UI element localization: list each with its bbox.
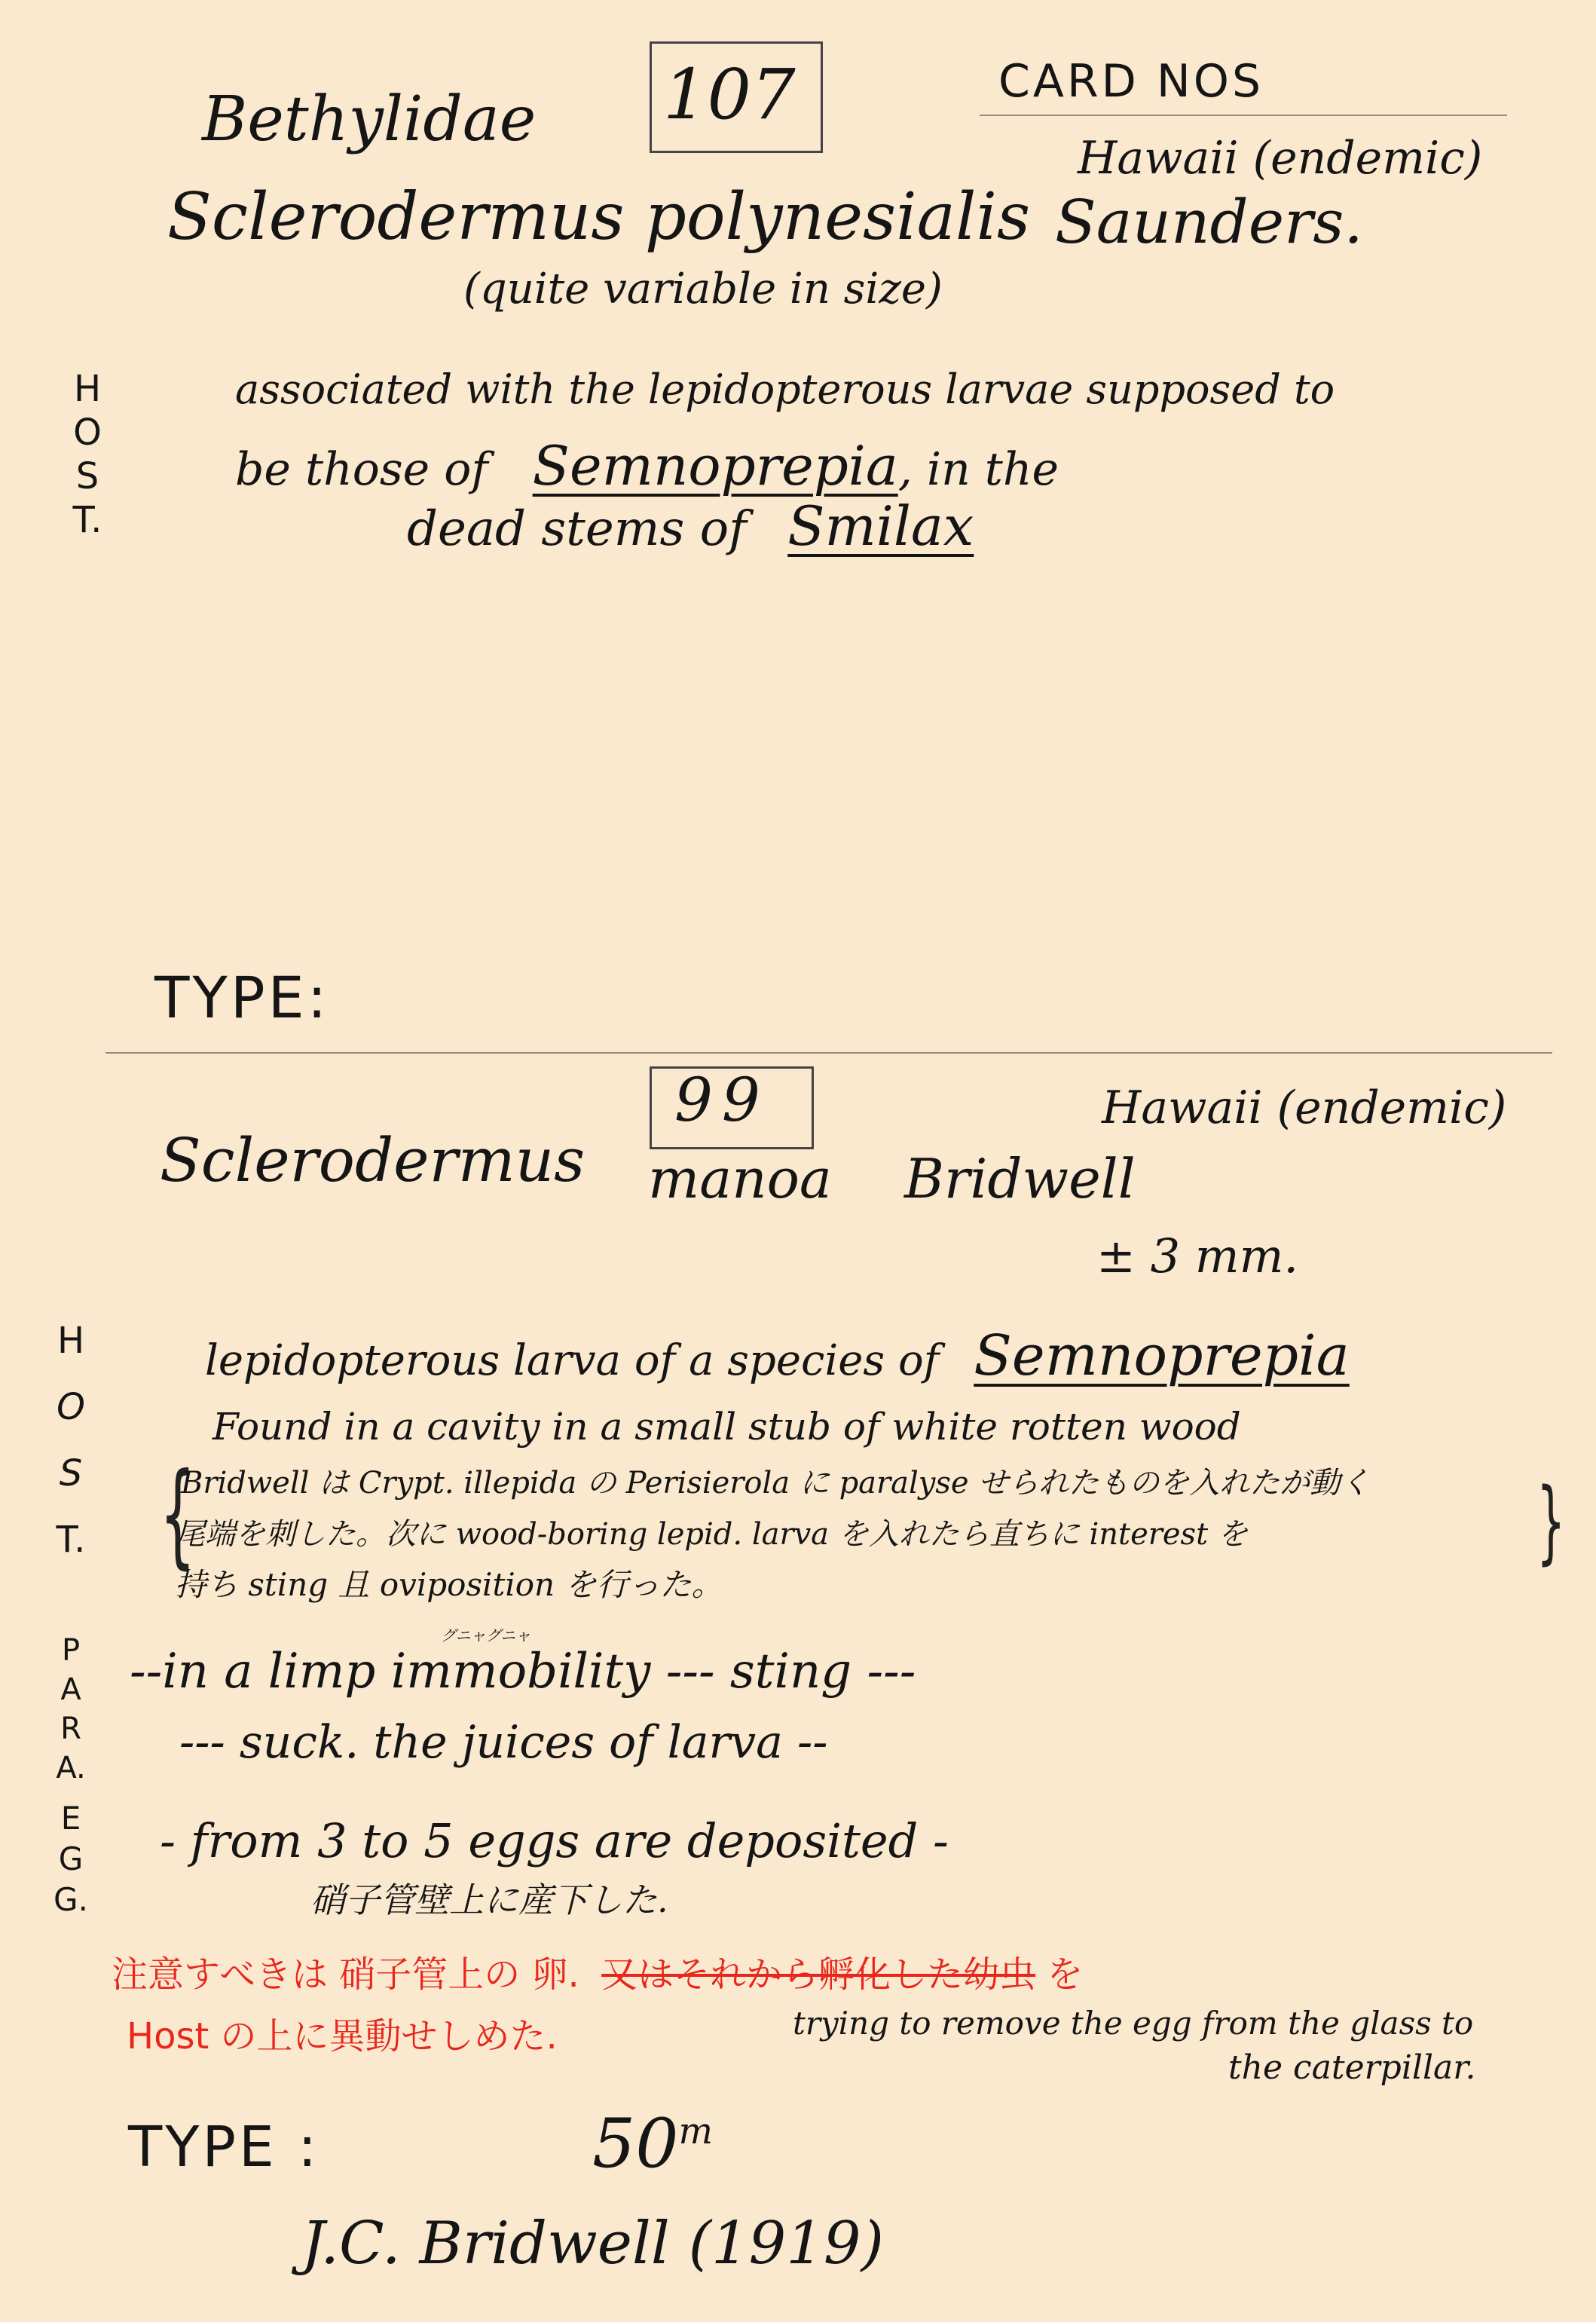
english-note-line-2: the caterpillar.: [1228, 2048, 1476, 2087]
collector: J.C. Bridwell (1919): [301, 2210, 884, 2278]
furigana: グニャグニャ: [441, 1626, 531, 1644]
side-letter: O: [73, 411, 102, 454]
genus-name: Sclerodermus: [160, 1125, 586, 1195]
species-name: Sclerodermus polynesialis: [167, 179, 1031, 255]
egg-side-label: [50, 1800, 92, 1925]
red-note-text-b: を: [1047, 1953, 1084, 1996]
english-note-line-1: trying to remove the egg from the glass to: [793, 2005, 1474, 2042]
side-letter: E: [60, 1800, 81, 1837]
host-genus: Semnoprepia: [532, 434, 898, 497]
host-line-3-pre: dead stems of: [407, 501, 747, 557]
side-letter: H: [57, 1320, 85, 1362]
type-label-1: TYPE:: [154, 964, 330, 1031]
specimen-size: ± 3 mm.: [1096, 1228, 1299, 1283]
side-letter: P: [61, 1633, 81, 1668]
para-line-2: --- suck. the juices of larva --: [179, 1716, 828, 1769]
para-line-1: --in a limp immobility --- sting ---: [130, 1644, 916, 1699]
type-value: [592, 2104, 714, 2183]
side-letter: S: [75, 455, 99, 497]
host-line-1: associated with the lepidopterous larvae supposed to: [235, 366, 1335, 413]
locality: Hawaii (endemic): [1078, 132, 1483, 185]
host-note-line-2: 尾端を刺した。次に wood-boring lepid. larva を入れたら直ちに interest を: [175, 1517, 1248, 1552]
red-note-struck: 又はそれから孵化した幼虫: [601, 1953, 1036, 1996]
host-note-brace: {: [159, 1449, 196, 1580]
card-number: 99: [674, 1065, 769, 1135]
host-note-line-3: 持ち sting 且 oviposition を行った。: [175, 1566, 723, 1603]
egg-line-1: - from 3 to 5 eggs are deposited -: [160, 1813, 949, 1868]
side-letter: R: [60, 1712, 81, 1746]
locality: Hawaii (endemic): [1102, 1081, 1507, 1134]
host-side-label: [50, 1320, 92, 1588]
host-line-2-post: , in the: [897, 443, 1059, 496]
host-genus: Semnoprepia: [974, 1323, 1350, 1388]
egg-line-2: 硝子管壁上に産下した.: [310, 1880, 668, 1920]
host-line-3: [407, 494, 974, 558]
species-author: Saunders.: [1055, 187, 1363, 257]
side-letter: A.: [56, 1751, 86, 1785]
host-line-2: Found in a cavity in a small stub of white rotten wood: [212, 1405, 1241, 1449]
type-number: 50: [592, 2104, 679, 2183]
host-plant: Smilax: [787, 494, 974, 558]
host-side-label: [66, 368, 109, 546]
host-line-2-pre: be those of: [235, 443, 488, 496]
species-author: Bridwell: [904, 1147, 1136, 1210]
red-note-line-1: [112, 1953, 1084, 1996]
host-line-1: [205, 1323, 1350, 1388]
host-line-1-pre: lepidopterous larva of a species of: [205, 1336, 940, 1385]
host-note-line-1: Bridwell は Crypt. illepida の Perisierola に paralyse せられたものを入れたが動く: [181, 1466, 1371, 1501]
side-letter: G.: [54, 1881, 88, 1918]
para-side-label: [50, 1635, 92, 1792]
side-letter: T.: [56, 1519, 86, 1561]
side-letter: A: [60, 1672, 81, 1707]
side-letter: S: [59, 1452, 83, 1494]
card-divider: [105, 1052, 1552, 1054]
red-note-line-2: Host の上に異動せしめた.: [127, 2015, 558, 2057]
card-nos-label: CARD NOS: [998, 55, 1264, 108]
side-letter: H: [73, 368, 102, 410]
card-nos-rule: [980, 115, 1507, 116]
host-line-2: [235, 434, 1059, 497]
species-epithet: manoa: [648, 1147, 832, 1210]
family-name: Bethylidae: [202, 84, 537, 155]
card-number: 107: [663, 54, 796, 135]
size-note: (quite variable in size): [463, 265, 943, 314]
host-note-brace-right: }: [1536, 1470, 1566, 1574]
side-letter: G: [58, 1840, 84, 1877]
side-letter: O: [57, 1386, 85, 1428]
type-unit: m: [678, 2110, 714, 2152]
type-label-2: TYPE :: [128, 2115, 320, 2180]
red-note-text-a: 注意すべきは 硝子管上の 卵.: [112, 1953, 579, 1996]
side-letter: T.: [72, 499, 102, 541]
